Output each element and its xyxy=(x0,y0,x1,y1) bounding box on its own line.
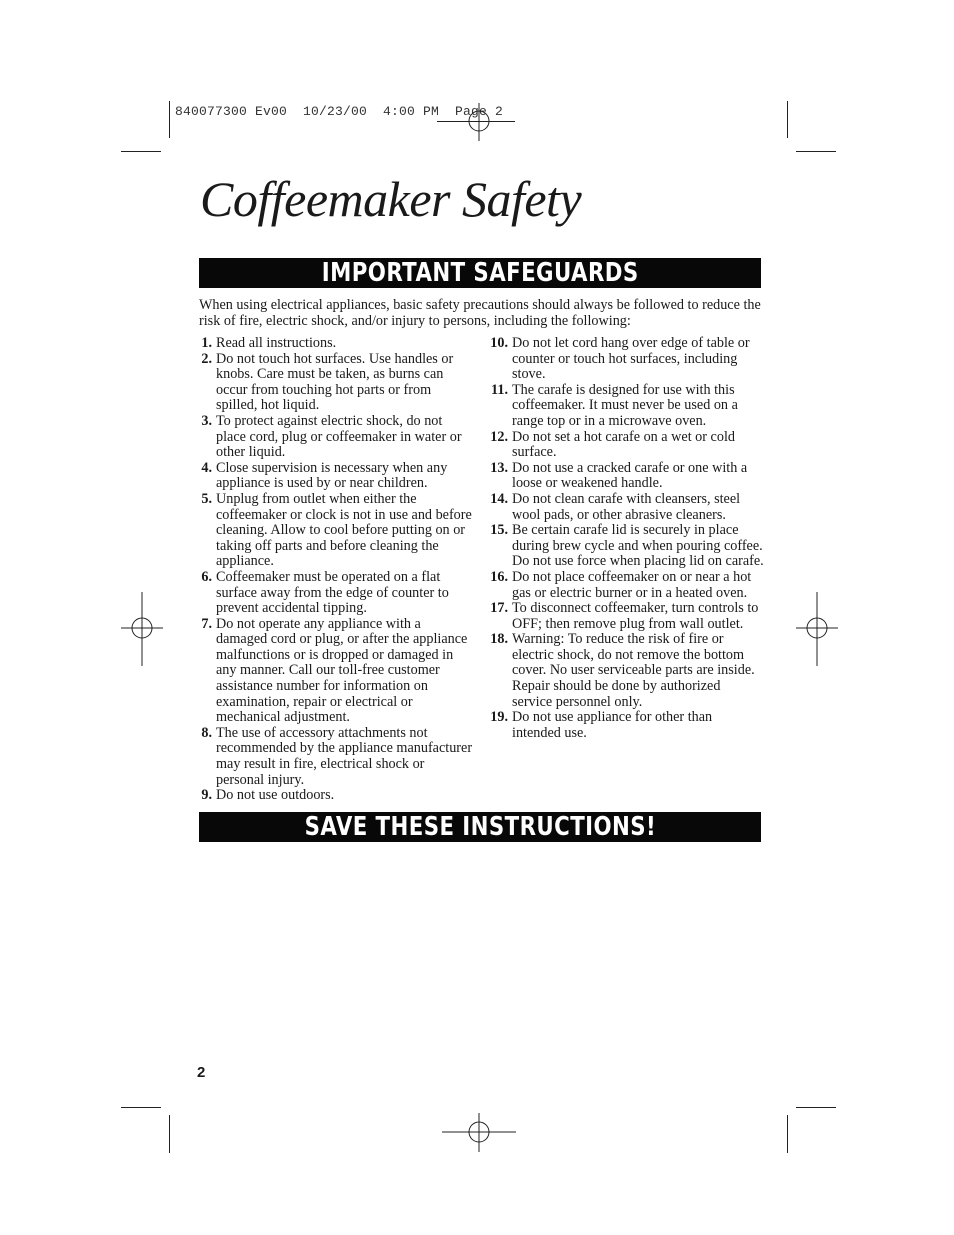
intro-paragraph: When using electrical appliances, basic safety precautions should always be followed to reduce the risk of fire, electric shock, and/or injury to persons, including the following: xyxy=(199,297,761,329)
list-item: 18. Warning: To reduce the risk of fire or electric shock, do not remove the bottom cover. No user serviceable parts are inside. Repair should be done by authorized service personnel only. xyxy=(490,631,755,710)
banner-important-safeguards-text: IMPORTANT SAFEGUARDS xyxy=(321,258,639,288)
list-item: 12. Do not set a hot carafe on a wet or cold surface. xyxy=(490,428,735,461)
safeguards-right-column xyxy=(489,336,764,741)
list-item: 11. The carafe is designed for use with this coffeemaker. It must never be used on a range top or in a microwave oven. xyxy=(491,381,738,429)
list-item: 3. To protect against electric shock, do not place cord, plug or coffeemaker in water or other liquid. xyxy=(201,412,462,461)
banner-save-instructions xyxy=(199,812,761,842)
page-number: 2 xyxy=(197,1064,206,1081)
list-item: 4. Close supervision is necessary when any appliance is used by or near children. xyxy=(201,459,448,492)
page-title: Coffeemaker Safety xyxy=(200,171,582,227)
list-item: 15. Be certain carafe lid is securely in place during brew cycle and when pouring coffee. Do not use force when placing lid on carafe. xyxy=(490,522,764,570)
list-item: 19. Do not use appliance for other than intended use. xyxy=(490,709,713,741)
list-item: 9. Do not use outdoors. xyxy=(201,787,335,804)
list-item: 8. The use of accessory attachments not recommended by the appliance manufacturer may result in fire, electrical shock or personal injury. xyxy=(201,724,473,788)
banner-save-instructions-text: SAVE THESE INSTRUCTIONS! xyxy=(304,812,656,842)
print-slug: 840077300 Ev00 10/23/00 4:00 PM Page 2 xyxy=(175,104,504,119)
list-item: 1. Read all instructions. xyxy=(201,335,337,351)
list-item: 16. Do not place coffeemaker on or near a hot gas or electric burner or in a heated oven. xyxy=(490,568,752,601)
banner-important-safeguards xyxy=(199,258,761,288)
list-item: 13. Do not use a cracked carafe or one with a loose or weakened handle. xyxy=(490,459,748,492)
list-item: 7. Do not operate any appliance with a damaged cord or plug, or after the appliance malfunctions or is dropped or damaged in any manner. Call our toll-free customer assistance number for information on examination, repair or electrical or mechanical adjustment. xyxy=(201,615,468,726)
list-item: 10. Do not let cord hang over edge of table or counter or touch hot surfaces, including stove. xyxy=(490,335,750,383)
list-item: 6. Coffeemaker must be operated on a flat surface away from the edge of counter to prevent accidental tipping. xyxy=(201,568,449,617)
safeguards-left-column xyxy=(199,336,474,804)
list-item: 14. Do not clean carafe with cleansers, steel wool pads, or other abrasive cleaners. xyxy=(490,490,741,523)
list-item: 17. To disconnect coffeemaker, turn controls to OFF; then remove plug from wall outlet. xyxy=(490,600,759,632)
list-item: 5. Unplug from outlet when either the coffeemaker or clock is not in use and before cleaning. Allow to cool before putting on or taking off parts and before cleaning the appliance. xyxy=(201,490,472,570)
list-item: 2. Do not touch hot surfaces. Use handles or knobs. Care must be taken, as burns can occur from touching hot parts or from spilled, hot liquid. xyxy=(201,350,454,414)
